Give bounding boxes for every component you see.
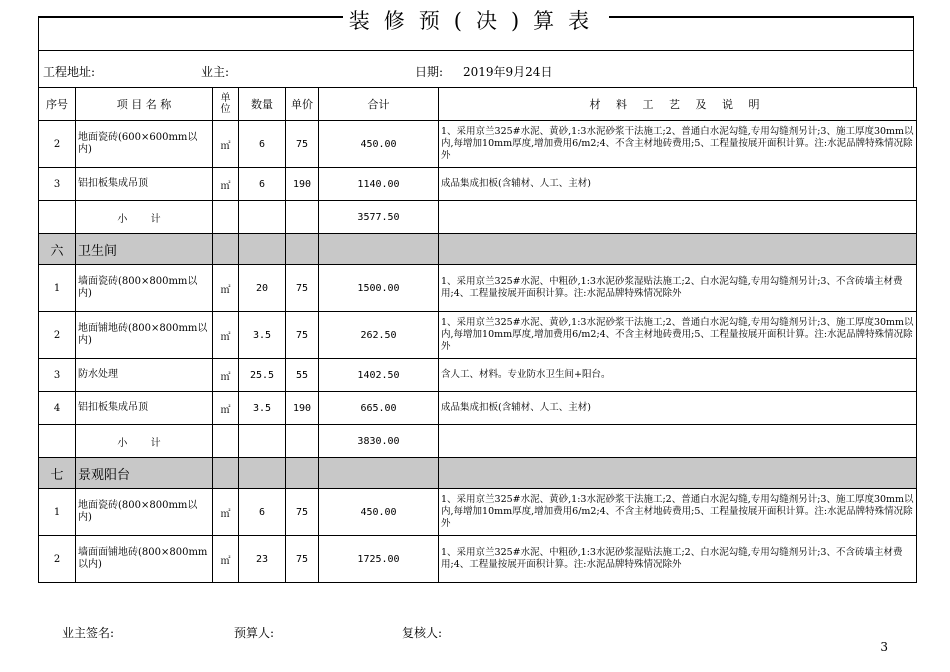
- page-title: 装修预(决)算表: [343, 5, 609, 35]
- row-total: 1725.00: [319, 536, 439, 583]
- row-qty: 3.5: [239, 312, 286, 359]
- table-row: [39, 536, 917, 583]
- row-qty: 6: [239, 121, 286, 168]
- table-row: [39, 121, 917, 168]
- row-name: 铝扣板集成吊顶: [76, 168, 213, 201]
- row-seq: 2: [39, 536, 76, 583]
- header-item: 项 目 名 称: [76, 88, 213, 121]
- row-unit: ㎡: [213, 536, 239, 583]
- row-seq: 1: [39, 489, 76, 536]
- budget-sheet: [38, 9, 914, 583]
- table-row: [39, 359, 917, 392]
- section-name: 卫生间: [76, 234, 213, 265]
- title-row: [38, 9, 914, 50]
- subtotal-label: 小 计: [76, 201, 213, 234]
- row-seq: 4: [39, 392, 76, 425]
- row-unit: ㎡: [213, 392, 239, 425]
- row-desc: 成品集成扣板(含辅材、人工、主材): [439, 392, 917, 425]
- row-desc: 1、采用京兰325#水泥、中粗砂,1:3水泥砂浆湿贴法施工;2、白水泥勾缝,专用勾缝剂另计;3、不含砖墙主材费用;4、工程量按展开面积计算。注:水泥品牌特殊情况除外: [439, 265, 917, 312]
- row-qty: 20: [239, 265, 286, 312]
- subtotal-row: [39, 425, 917, 458]
- row-qty: 25.5: [239, 359, 286, 392]
- row-seq: 3: [39, 359, 76, 392]
- row-price: 190: [286, 168, 319, 201]
- row-seq: 1: [39, 265, 76, 312]
- header-seq: 序号: [39, 88, 76, 121]
- row-name: 防水处理: [76, 359, 213, 392]
- row-name: 地面铺地砖(800×800mm以内): [76, 312, 213, 359]
- row-seq: 2: [39, 312, 76, 359]
- row-name: 墙面瓷砖(800×800mm以内): [76, 265, 213, 312]
- table-row: [39, 392, 917, 425]
- row-name: 地面瓷砖(800×800mm以内): [76, 489, 213, 536]
- table-row: [39, 312, 917, 359]
- row-name: 地面瓷砖(600×600mm以内): [76, 121, 213, 168]
- row-price: 75: [286, 121, 319, 168]
- date-label: 日期:: [415, 65, 444, 79]
- section-row: [39, 234, 917, 265]
- date-value: 2019年9月24日: [463, 65, 553, 79]
- row-qty: 23: [239, 536, 286, 583]
- address-label: 工程地址:: [43, 65, 96, 79]
- row-unit: ㎡: [213, 489, 239, 536]
- row-unit: ㎡: [213, 121, 239, 168]
- row-price: 75: [286, 536, 319, 583]
- row-desc: 含人工、材料。专业防水卫生间+阳台。: [439, 359, 917, 392]
- row-total: 262.50: [319, 312, 439, 359]
- row-seq: 2: [39, 121, 76, 168]
- row-total: 450.00: [319, 121, 439, 168]
- row-price: 190: [286, 392, 319, 425]
- row-qty: 3.5: [239, 392, 286, 425]
- row-name: 墙面面铺地砖(800×800mm以内): [76, 536, 213, 583]
- row-unit: ㎡: [213, 265, 239, 312]
- row-desc: 1、采用京兰325#水泥、黄砂,1:3水泥砂浆干法施工;2、普通白水泥勾缝,专用勾缝剂另计;3、施工厚度30mm以内,每增加10mm厚度,增加费用6/m2;4、不含主材地砖费用;5、工程量按展开面积计算。注:水泥品牌特殊情况除外: [439, 312, 917, 359]
- estimator-label: 预算人:: [234, 626, 275, 640]
- header-qty: 数量: [239, 88, 286, 121]
- row-name: 铝扣板集成吊顶: [76, 392, 213, 425]
- section-seq: 六: [39, 234, 76, 265]
- subtotal-row: [39, 201, 917, 234]
- header-unit: 单位: [213, 88, 239, 121]
- row-price: 75: [286, 312, 319, 359]
- row-qty: 6: [239, 489, 286, 536]
- budget-table: [38, 87, 917, 583]
- info-row: [38, 50, 914, 87]
- row-total: 665.00: [319, 392, 439, 425]
- subtotal-value: 3577.50: [319, 201, 439, 234]
- row-unit: ㎡: [213, 359, 239, 392]
- table-header-row: [39, 88, 917, 121]
- row-total: 1500.00: [319, 265, 439, 312]
- row-desc: 成品集成扣板(含辅材、人工、主材): [439, 168, 917, 201]
- row-qty: 6: [239, 168, 286, 201]
- row-total: 1140.00: [319, 168, 439, 201]
- row-desc: 1、采用京兰325#水泥、黄砂,1:3水泥砂浆干法施工;2、普通白水泥勾缝,专用勾缝剂另计;3、施工厚度30mm以内,每增加10mm厚度,增加费用6/m2;4、不含主材地砖费用;5、工程量按展开面积计算。注:水泥品牌特殊情况除外: [439, 489, 917, 536]
- row-seq: 3: [39, 168, 76, 201]
- row-unit: ㎡: [213, 312, 239, 359]
- row-unit: ㎡: [213, 168, 239, 201]
- row-price: 75: [286, 489, 319, 536]
- owner-label: 业主:: [201, 65, 230, 79]
- reviewer-label: 复核人:: [402, 626, 443, 640]
- table-row: [39, 489, 917, 536]
- header-desc: 材 料 工 艺 及 说 明: [439, 88, 917, 121]
- section-seq: 七: [39, 458, 76, 489]
- row-price: 55: [286, 359, 319, 392]
- row-desc: 1、采用京兰325#水泥、中粗砂,1:3水泥砂浆湿贴法施工;2、白水泥勾缝,专用勾缝剂另计;3、不含砖墙主材费用;4、工程量按展开面积计算。注:水泥品牌特殊情况除外: [439, 536, 917, 583]
- owner-signature-label: 业主签名:: [62, 626, 115, 640]
- table-row: [39, 168, 917, 201]
- header-price: 单价: [286, 88, 319, 121]
- table-row: [39, 265, 917, 312]
- section-row: [39, 458, 917, 489]
- row-price: 75: [286, 265, 319, 312]
- row-total: 450.00: [319, 489, 439, 536]
- page-number: 3: [880, 640, 888, 654]
- section-name: 景观阳台: [76, 458, 213, 489]
- subtotal-label: 小 计: [76, 425, 213, 458]
- row-desc: 1、采用京兰325#水泥、黄砂,1:3水泥砂浆干法施工;2、普通白水泥勾缝,专用勾缝剂另计;3、施工厚度30mm以内,每增加10mm厚度,增加费用6/m2;4、不含主材地砖费用;5、工程量按展开面积计算。注:水泥品牌特殊情况除外: [439, 121, 917, 168]
- row-total: 1402.50: [319, 359, 439, 392]
- header-total: 合计: [319, 88, 439, 121]
- subtotal-value: 3830.00: [319, 425, 439, 458]
